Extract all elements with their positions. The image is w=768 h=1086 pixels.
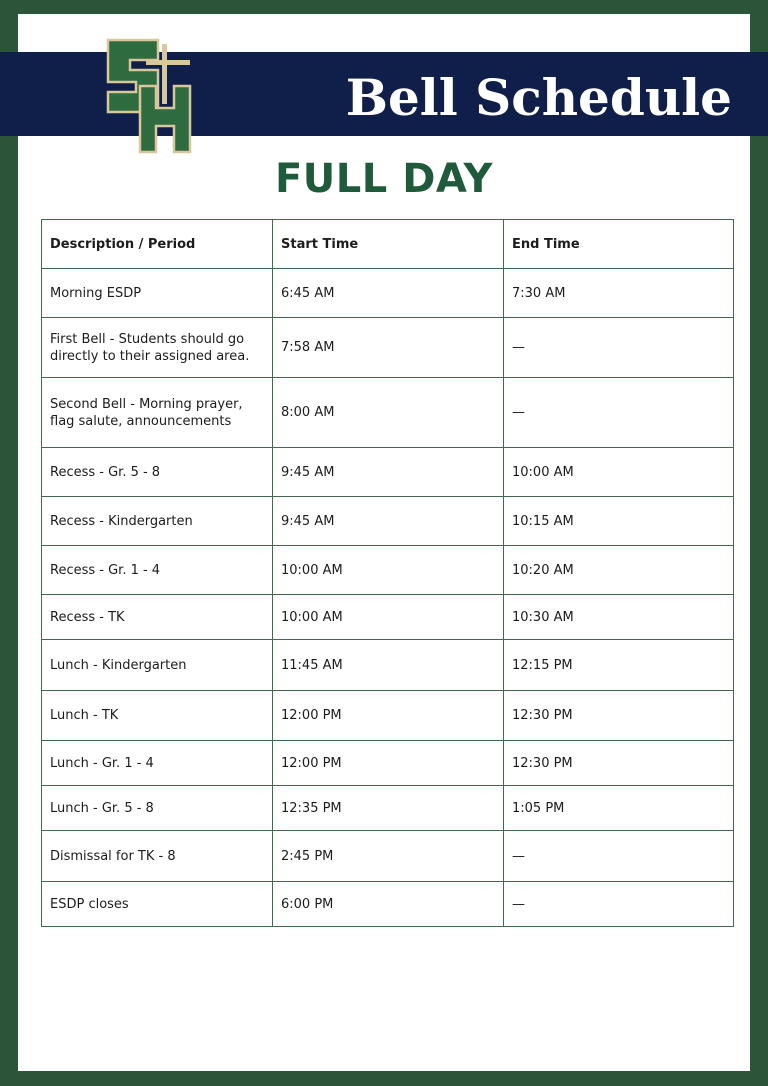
table-row	[42, 595, 734, 640]
row-start-time: 8:00 AM	[273, 378, 504, 448]
row-description: Lunch - Kindergarten	[42, 640, 273, 691]
row-description: ESDP closes	[42, 882, 273, 927]
page-title: Bell Schedule	[345, 68, 732, 127]
header-description: Description / Period	[42, 220, 273, 269]
row-start-time: 7:58 AM	[273, 318, 504, 378]
row-start-time: 12:35 PM	[273, 786, 504, 831]
row-start-time: 6:45 AM	[273, 269, 504, 318]
table-header-row	[42, 220, 734, 269]
table-row	[42, 318, 734, 378]
table-row	[42, 831, 734, 882]
row-start-time: 10:00 AM	[273, 595, 504, 640]
row-start-time: 9:45 AM	[273, 448, 504, 497]
row-end-time: —	[504, 318, 734, 378]
row-start-time: 11:45 AM	[273, 640, 504, 691]
table-row	[42, 546, 734, 595]
row-end-time: —	[504, 882, 734, 927]
table-row	[42, 448, 734, 497]
row-start-time: 9:45 AM	[273, 497, 504, 546]
row-start-time: 12:00 PM	[273, 691, 504, 741]
row-end-time: 10:20 AM	[504, 546, 734, 595]
table-row	[42, 882, 734, 927]
row-description: Recess - Gr. 5 - 8	[42, 448, 273, 497]
row-description: Recess - Gr. 1 - 4	[42, 546, 273, 595]
header-end-time: End Time	[504, 220, 734, 269]
row-end-time: 12:15 PM	[504, 640, 734, 691]
table-row	[42, 497, 734, 546]
table-row	[42, 640, 734, 691]
row-start-time: 12:00 PM	[273, 741, 504, 786]
row-end-time: —	[504, 831, 734, 882]
row-description: First Bell - Students should go directly to their assigned area.	[42, 318, 273, 378]
row-end-time: 10:00 AM	[504, 448, 734, 497]
row-end-time: 7:30 AM	[504, 269, 734, 318]
row-start-time: 2:45 PM	[273, 831, 504, 882]
header-start-time: Start Time	[273, 220, 504, 269]
row-end-time: 12:30 PM	[504, 691, 734, 741]
row-description: Lunch - Gr. 1 - 4	[42, 741, 273, 786]
row-description: Recess - Kindergarten	[42, 497, 273, 546]
row-end-time: 1:05 PM	[504, 786, 734, 831]
row-end-time: —	[504, 378, 734, 448]
row-description: Lunch - TK	[42, 691, 273, 741]
row-description: Recess - TK	[42, 595, 273, 640]
table-row	[42, 741, 734, 786]
row-description: Dismissal for TK - 8	[42, 831, 273, 882]
school-logo	[100, 36, 200, 158]
row-description: Morning ESDP	[42, 269, 273, 318]
bell-schedule-table	[41, 219, 734, 927]
row-start-time: 10:00 AM	[273, 546, 504, 595]
table-row	[42, 691, 734, 741]
row-end-time: 12:30 PM	[504, 741, 734, 786]
row-end-time: 10:15 AM	[504, 497, 734, 546]
row-end-time: 10:30 AM	[504, 595, 734, 640]
schedule-subtitle: FULL DAY	[274, 156, 493, 202]
table-row	[42, 786, 734, 831]
table-row	[42, 378, 734, 448]
row-description: Lunch - Gr. 5 - 8	[42, 786, 273, 831]
row-start-time: 6:00 PM	[273, 882, 504, 927]
row-description: Second Bell - Morning prayer, flag salute, announcements	[42, 378, 273, 448]
table-row	[42, 269, 734, 318]
